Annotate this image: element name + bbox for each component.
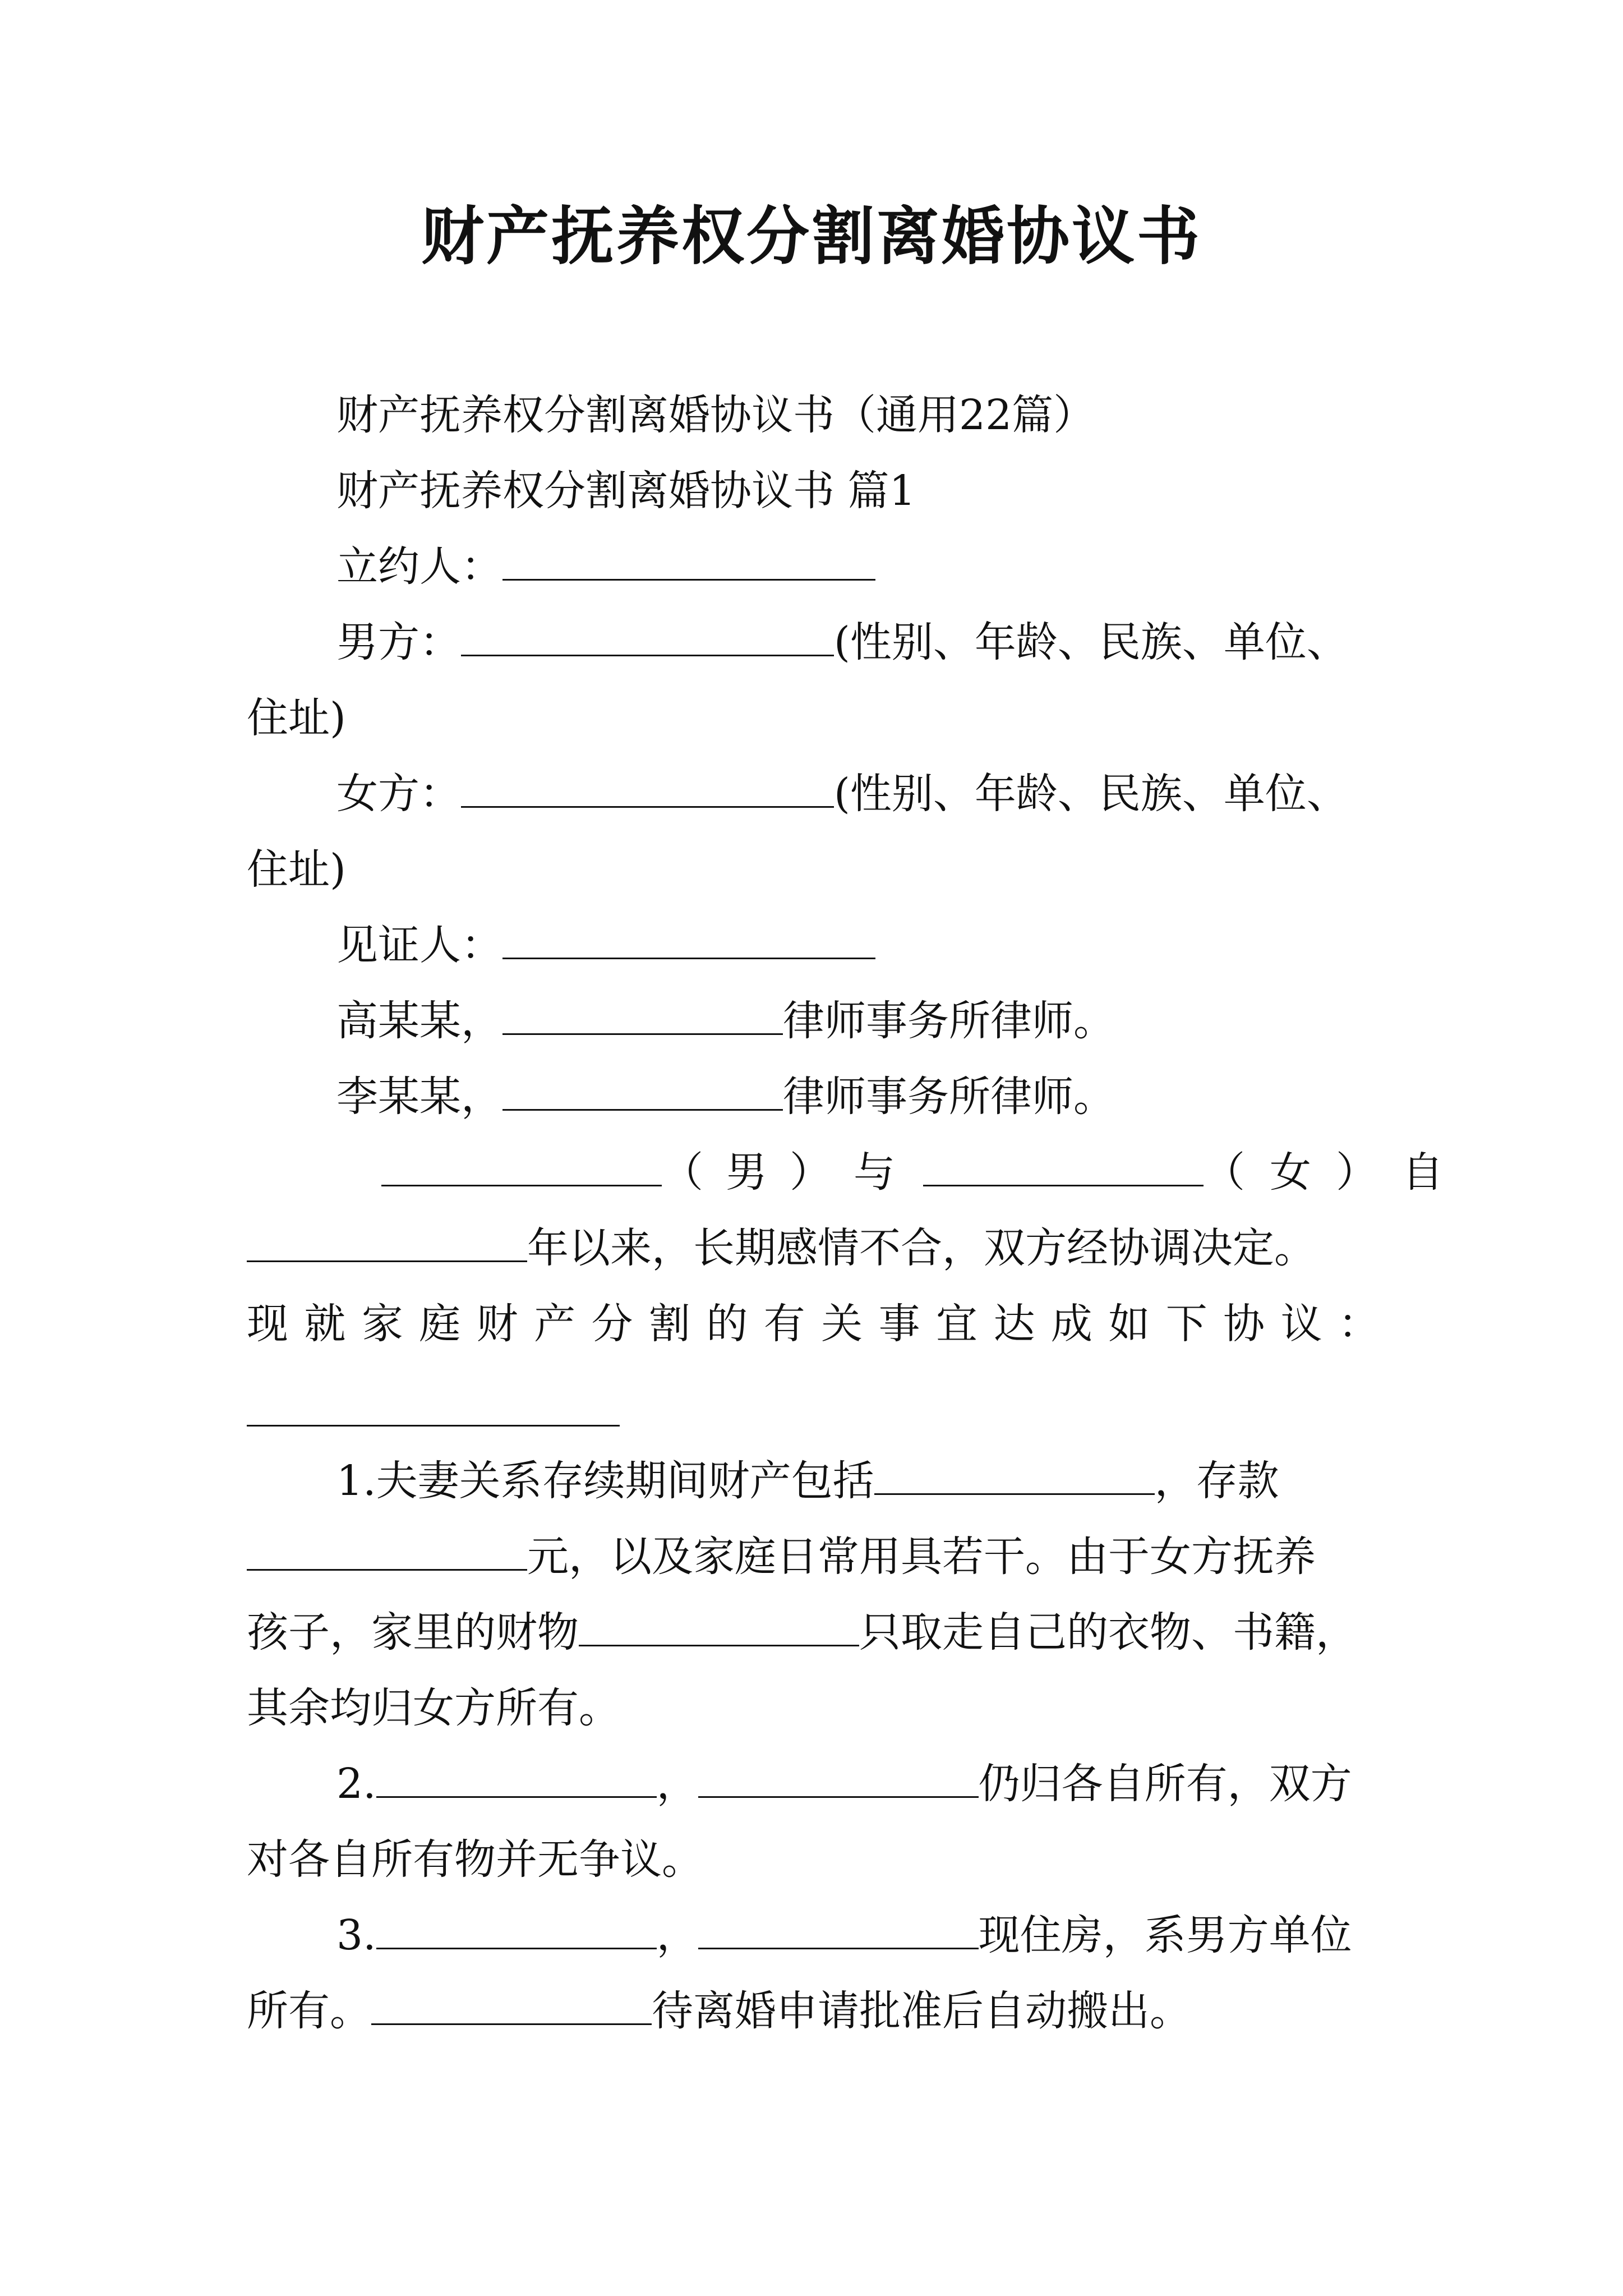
female-line bbox=[336, 766, 1348, 822]
witness2-blank[interactable] bbox=[502, 1070, 783, 1111]
male-suffix: (性别、年龄、民族、单位、 bbox=[834, 618, 1348, 666]
article-heading: 财产抚养权分割离婚协议书 篇1 bbox=[336, 467, 916, 515]
witness2-name: 李某某， bbox=[336, 1073, 502, 1121]
witness1-line bbox=[336, 993, 1115, 1049]
item3-line-1 bbox=[336, 1907, 1352, 1963]
witness1-blank[interactable] bbox=[502, 994, 783, 1035]
party-line bbox=[336, 539, 875, 595]
item1-a: 1.夫妻关系存续期间财产包括 bbox=[336, 1457, 874, 1505]
item2-line-2: 对各自所有物并无争议。 bbox=[247, 1835, 703, 1884]
item3-blank-2[interactable] bbox=[698, 1908, 979, 1949]
item1-deposit-blank[interactable] bbox=[247, 1530, 527, 1571]
item2-line-1 bbox=[336, 1756, 1352, 1812]
intro-male-blank[interactable] bbox=[381, 1145, 662, 1186]
item2-a: 2. bbox=[336, 1760, 376, 1808]
female-address: 住址) bbox=[247, 845, 346, 894]
item1-line-1 bbox=[336, 1453, 1279, 1509]
male-address: 住址) bbox=[247, 694, 346, 742]
male-line bbox=[336, 614, 1348, 670]
item3-blank-3[interactable] bbox=[371, 1984, 652, 2025]
item1-line-2 bbox=[247, 1529, 1316, 1585]
item3-c1: 所有。 bbox=[247, 1987, 371, 2035]
item2-blank-2[interactable] bbox=[698, 1757, 979, 1798]
witness2-line bbox=[336, 1069, 1115, 1125]
witness1-name: 高某某， bbox=[336, 997, 502, 1045]
item3-b: 现住房，系男方单位 bbox=[978, 1911, 1352, 1959]
witness-label: 见证人： bbox=[336, 921, 502, 969]
subtitle: 财产抚养权分割离婚协议书（通用22篇） bbox=[336, 391, 1095, 439]
item2-b: 仍归各自所有，双方 bbox=[978, 1760, 1352, 1808]
item3-c2: 待离婚申请批准后自动搬出。 bbox=[652, 1987, 1191, 2035]
witness-blank[interactable] bbox=[502, 918, 875, 959]
item3-blank-1[interactable] bbox=[376, 1908, 657, 1949]
female-suffix: (性别、年龄、民族、单位、 bbox=[834, 770, 1348, 818]
witness-line bbox=[336, 917, 875, 973]
intro-female-tag: （女）自 bbox=[1204, 1148, 1468, 1197]
intro-line2-text: 年以来，长期感情不合，双方经协调决定。 bbox=[527, 1224, 1316, 1272]
item1-d2: 只取走自己的衣物、书籍， bbox=[859, 1608, 1357, 1657]
item1-line-4: 其余均归女方所有。 bbox=[247, 1684, 620, 1732]
item2-blank-1[interactable] bbox=[376, 1757, 657, 1798]
item3-sep: ， bbox=[656, 1911, 698, 1959]
party-blank[interactable] bbox=[502, 540, 875, 581]
item1-d1: 孩子，家里的财物 bbox=[247, 1608, 579, 1657]
item3-line-2 bbox=[247, 1983, 1191, 2039]
female-label: 女方： bbox=[336, 770, 461, 818]
witness1-suffix: 律师事务所律师。 bbox=[783, 997, 1115, 1045]
item1-goods-blank[interactable] bbox=[579, 1605, 859, 1646]
item3-a: 3. bbox=[336, 1911, 376, 1959]
intro-line-3: 现就家庭财产分割的有关事宜达成如下协议： bbox=[247, 1300, 1380, 1348]
intro-line-1 bbox=[381, 1144, 1468, 1200]
agreement-blank-rule bbox=[247, 1425, 620, 1427]
party-label: 立约人： bbox=[336, 542, 502, 591]
intro-male-tag: （男）与 bbox=[662, 1148, 917, 1197]
document-title: 财产抚养权分割离婚协议书 bbox=[421, 200, 1202, 273]
item2-sep: ， bbox=[656, 1760, 698, 1808]
item1-line-3 bbox=[247, 1604, 1357, 1660]
female-blank[interactable] bbox=[461, 767, 834, 808]
intro-female-blank[interactable] bbox=[923, 1145, 1204, 1186]
intro-year-blank[interactable] bbox=[247, 1221, 527, 1262]
male-label: 男方： bbox=[336, 618, 461, 666]
item1-b: ，存款 bbox=[1154, 1457, 1279, 1505]
intro-line-2 bbox=[247, 1220, 1316, 1276]
witness2-suffix: 律师事务所律师。 bbox=[783, 1073, 1115, 1121]
item1-c: 元，以及家庭日常用具若干。由于女方抚养 bbox=[527, 1533, 1316, 1581]
item1-property-blank[interactable] bbox=[874, 1454, 1155, 1495]
male-blank[interactable] bbox=[461, 615, 834, 656]
